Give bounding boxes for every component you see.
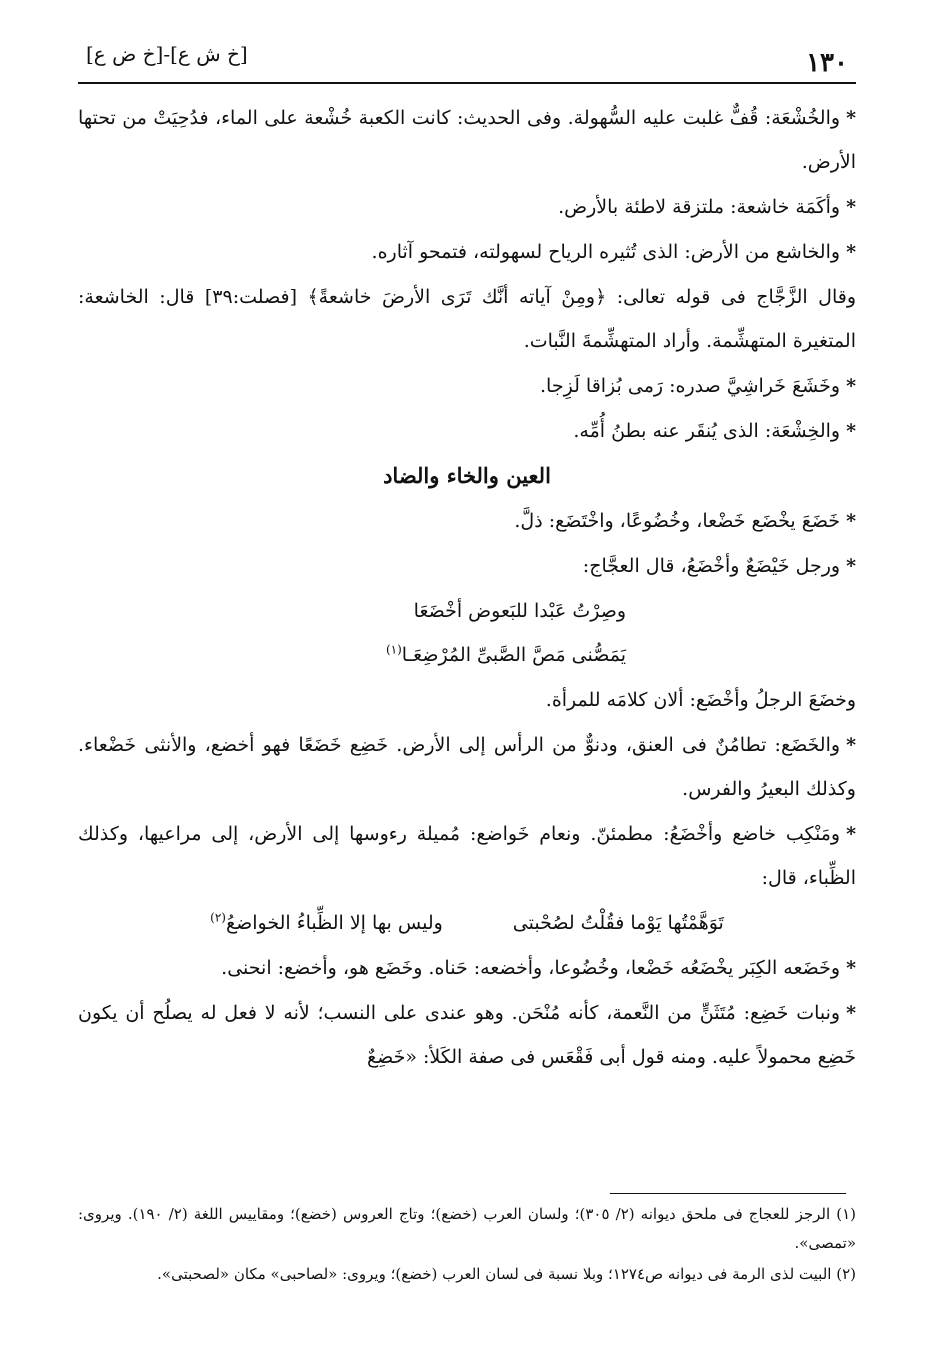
entry-mankib bbox=[78, 812, 856, 900]
entry-star: * bbox=[846, 823, 856, 845]
footnote-divider bbox=[610, 1193, 846, 1194]
entry-text: والخِشْعَة: الذى يُنقَر عنه بطنُ أُمِّه. bbox=[573, 420, 841, 442]
entry-akama bbox=[78, 185, 856, 229]
verse-block bbox=[78, 589, 856, 677]
entry-star: * bbox=[846, 420, 856, 442]
entry-khishaa bbox=[78, 409, 856, 453]
couplet-first-hemistich: تَوَهَّمْتُها يَوْما فقُلْتُ لصُحْبتى bbox=[512, 912, 724, 934]
entry-text: والخاشع من الأرض: الذى تُثيره الرياح لسهولته، فتمحو آثاره. bbox=[371, 241, 841, 263]
entry-text: والخُشْعَة: قُفٌّ غلبت عليه السُّهولة. وفى الحديث: كانت الكعبة خُشْعة على الماء، فدُحِيَتْ من تحتها الأرض. bbox=[78, 107, 856, 173]
verse-line-1: وصِرْتُ عَبْدا للبَعوض أخْضَعَا bbox=[413, 600, 626, 622]
section-tag: [خ ش ع]-[خ ض ع] bbox=[86, 42, 248, 66]
entry-text: ونبات خَضِع: مُتَثَنٍّ من النَّعمة، كأنه مُنْحَن. وهو عندى على النسب؛ لأنه لا فعل له يصلُح أن يكون خَضِع محمولاً عليه. ومنه قول أبى فَقْعَس فى صفة الكَلأ: «خَضِعٌ bbox=[78, 1002, 856, 1068]
entry-text: وخَشَعَ خَراشِيَّ صدره: رَمى بُزاقا لَزِجا. bbox=[540, 375, 841, 397]
entry-nabat bbox=[78, 991, 856, 1079]
entry-khashi bbox=[78, 230, 856, 274]
page-header bbox=[78, 38, 856, 84]
verse-line-2 bbox=[78, 633, 626, 677]
entry-kibar bbox=[78, 946, 856, 990]
footnotes bbox=[78, 1200, 856, 1291]
entry-star: * bbox=[846, 107, 856, 129]
entry-khadaa bbox=[78, 499, 856, 543]
entry-khushaa bbox=[78, 96, 856, 184]
entry-text: خَضَعَ يخْضَع خَضْعا، وخُضُوعًا، واخْتَضَع: ذلَّ. bbox=[514, 510, 841, 532]
entry-khaydaa bbox=[78, 544, 856, 588]
footnote-ref-2: (٢) bbox=[210, 910, 226, 925]
footnote-ref-1: (١) bbox=[385, 642, 402, 657]
entry-text: وأكَمَة خاشعة: ملتزقة لاطئة بالأرض. bbox=[558, 196, 841, 218]
entry-star: * bbox=[846, 510, 856, 532]
main-text bbox=[78, 96, 856, 1080]
section-heading: العين والخاء والضاد bbox=[383, 463, 551, 488]
entry-zajjaj bbox=[78, 275, 856, 363]
page-number: ١٣٠ bbox=[806, 48, 848, 78]
entry-star: * bbox=[846, 734, 856, 756]
entry-star: * bbox=[846, 1002, 856, 1024]
entry-akhdaa-speech bbox=[78, 678, 856, 722]
entry-text: وخضَعَ الرجلُ وأخْضَع: ألان كلامَه للمرأة. bbox=[545, 689, 856, 711]
entry-kharashi bbox=[78, 364, 856, 408]
entry-star: * bbox=[846, 241, 856, 263]
entry-star: * bbox=[846, 375, 856, 397]
entry-star: * bbox=[846, 555, 856, 577]
entry-star: * bbox=[846, 957, 856, 979]
poetry-couplet bbox=[78, 901, 856, 945]
verse-line-2-text: يَمَصُّنى مَصَّ الصَّبىِّ المُرْضِعَـا bbox=[401, 644, 626, 666]
entry-star: * bbox=[846, 196, 856, 218]
couplet-second-text: وليس بها إلا الظِّباءُ الخواضعُ bbox=[225, 912, 443, 934]
entry-text: ومَنْكِب خاضع وأخْضَعُ: مطمئنّ. ونعام خَواضع: مُميلة رءوسها إلى الأرض، إلى مراعيها، وكذلك الظِّباء، قال: bbox=[78, 823, 856, 889]
footnote-2: (٢) البيت لذى الرمة فى ديوانه ص١٢٧٤؛ وبلا نسبة فى لسان العرب (خضع)؛ ويروى: «لصاحبى» مكان «لصحبتى». bbox=[157, 1265, 856, 1283]
entry-text: ورجل خَيْضَعٌ وأخْضَعُ، قال العجَّاج: bbox=[582, 555, 841, 577]
entry-text: والخَضَع: تطامُنٌ فى العنق، ودنوٌّ من الرأس إلى الأرض. خَضِع خَضَعًا فهو أخضع، والأنثى خَضْعاء. وكذلك البعيرُ والفرس. bbox=[78, 734, 856, 800]
couplet-second-hemistich bbox=[210, 901, 443, 945]
entry-khadaa-neck bbox=[78, 723, 856, 811]
entry-text: وقال الزَّجَّاج فى قوله تعالى: ﴿ومِنْ آياته أنَّك تَرَى الأرضَ خاشعةً﴾ [فصلت:٣٩] قال: الخاشعة: المتغيرة المتهشِّمة. وأراد المتهشِّمةَ النَّبات. bbox=[78, 286, 856, 352]
entry-text: وخَضَعه الكِبَر يخْضَعُه خَضْعا، وخُضُوعا، وأخضعه: حَناه. وخَضَع هو، وأخضع: انحنى. bbox=[221, 957, 841, 979]
footnote-1: (١) الرجز للعجاج فى ملحق ديوانه (٢/ ٣٠٥)؛ ولسان العرب (خضع)؛ وتاج العروس (خضع)؛ ومقاييس اللغة (٢/ ١٩٠). ويروى: «تمصى». bbox=[78, 1205, 856, 1252]
